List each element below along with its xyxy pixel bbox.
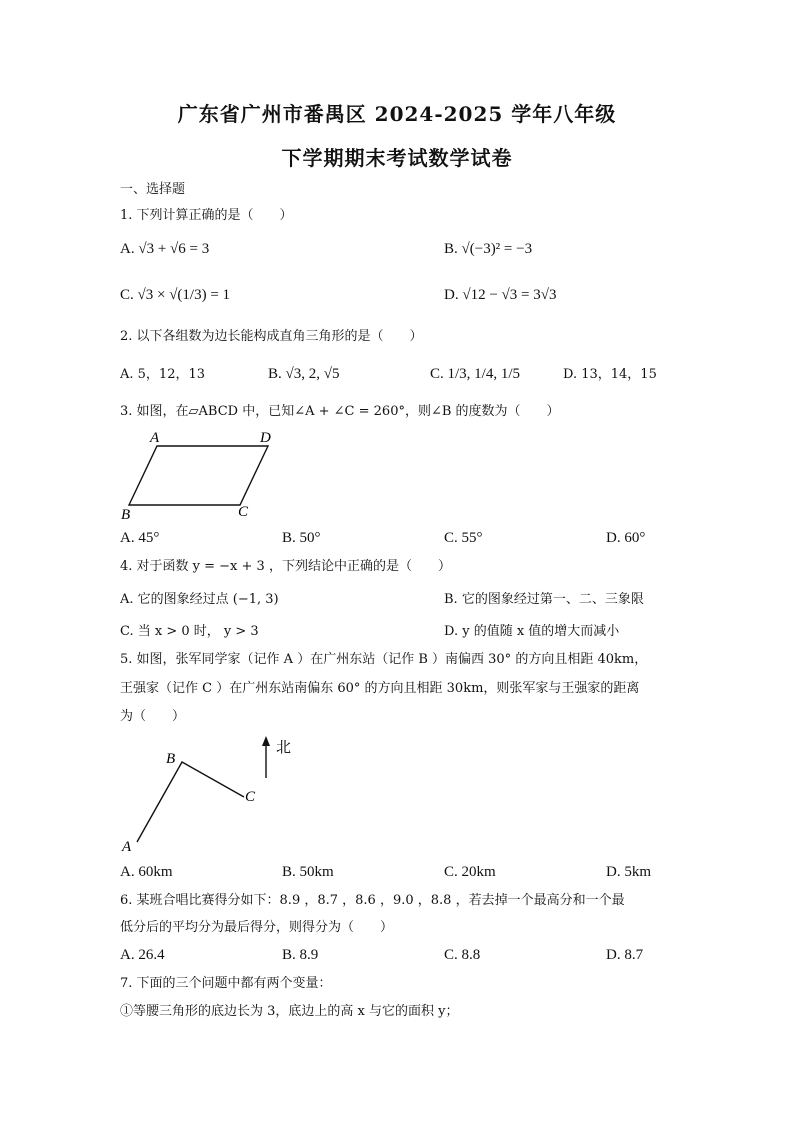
q2-option-a: A. 5，12，13 (120, 367, 206, 382)
doc-title-line2: 下学期期末考试数学试卷 (281, 146, 513, 170)
q6-option-d: D. 8.7 (606, 947, 644, 963)
q2-option-b: B. √3, 2, √5 (268, 366, 340, 382)
q6-option-b: B. 8.9 (282, 947, 319, 963)
q5-option-a: A. 60km (120, 864, 173, 880)
q1-stem: 1. 下列计算正确的是（ ） (120, 208, 293, 223)
q4-option-a: A. 它的图象经过点 (−1, 3) (120, 592, 279, 607)
q3-option-a: A. 45° (120, 530, 160, 546)
q4-stem: 4. 对于函数 y = −x + 3 ，下列结论中正确的是（ ） (120, 559, 451, 574)
q5-option-d: D. 5km (606, 864, 651, 880)
point-c-label: C (245, 789, 256, 805)
q6-stem-line1: 6. 某班合唱比赛得分如下：8.9 ，8.7 ，8.6 ，9.0 ，8.8 ，若去掉一个最高分和一个最 (120, 893, 625, 908)
q5-option-b: B. 50km (282, 864, 334, 880)
doc-title-line1: 广东省广州市番禺区 2024-2025 学年八年级 (177, 102, 617, 126)
q1-option-d: D. √12 − √3 = 3√3 (444, 287, 557, 303)
q1-option-b: B. √(−3)² = −3 (444, 241, 533, 257)
point-b-label: B (166, 751, 176, 767)
q5-stem-line2: 王强家（记作 C ）在广州东站南偏东 60° 的方向且相距 30km，则张军家与王强家的距离 (120, 681, 640, 696)
q4-option-d: D. y 的值随 x 值的增大而减小 (444, 624, 620, 639)
vertex-b-label: B (121, 507, 131, 523)
q7-item1: ①等腰三角形的底边长为 3，底边上的高 x 与它的面积 y； (120, 1004, 459, 1019)
north-label: 北 (276, 738, 292, 756)
north-arrow-head (262, 736, 270, 746)
q6-stem-line2: 低分后的平均分为最后得分，则得分为（ ） (120, 920, 394, 935)
q3-stem: 3. 如图，在▱ABCD 中，已知∠A + ∠C = 260°，则∠B 的度数为（ ） (120, 404, 560, 419)
vertex-a-label: A (150, 430, 160, 446)
path-a-b-c (137, 762, 244, 842)
q6-option-a: A. 26.4 (120, 947, 165, 963)
q2-option-d: D. 13，14，15 (563, 367, 657, 382)
q1-option-c: C. √3 × √(1/3) = 1 (120, 287, 231, 303)
q2-stem: 2. 以下各组数为边长能构成直角三角形的是（ ） (120, 329, 423, 344)
q2-option-c: C. 1/3, 1/4, 1/5 (430, 366, 521, 382)
q3-option-b: B. 50° (282, 530, 321, 546)
q1-option-a: A. √3 + √6 = 3 (120, 241, 210, 257)
q3-option-d: D. 60° (606, 530, 646, 546)
q5-stem-line1: 5. 如图，张军同学家（记作 A ）在广州东站（记作 B ）南偏西 30° 的方向且相距 40km， (120, 652, 648, 667)
vertex-c-label: C (238, 504, 249, 520)
q5-option-c: C. 20km (444, 864, 496, 880)
q3-option-c: C. 55° (444, 530, 483, 546)
q7-stem: 7. 下面的三个问题中都有两个变量： (120, 976, 332, 991)
q5-stem-line3: 为（ ） (120, 709, 186, 724)
vertex-d-label: D (260, 430, 271, 446)
q4-option-b: B. 它的图象经过第一、二、三象限 (444, 592, 644, 607)
parallelogram-abcd (129, 446, 268, 505)
q4-option-c: C. 当 x > 0 时， y > 3 (120, 624, 259, 639)
point-a-label: A (122, 839, 132, 855)
q6-option-c: C. 8.8 (444, 947, 481, 963)
section-heading: 一、选择题 (120, 182, 186, 197)
